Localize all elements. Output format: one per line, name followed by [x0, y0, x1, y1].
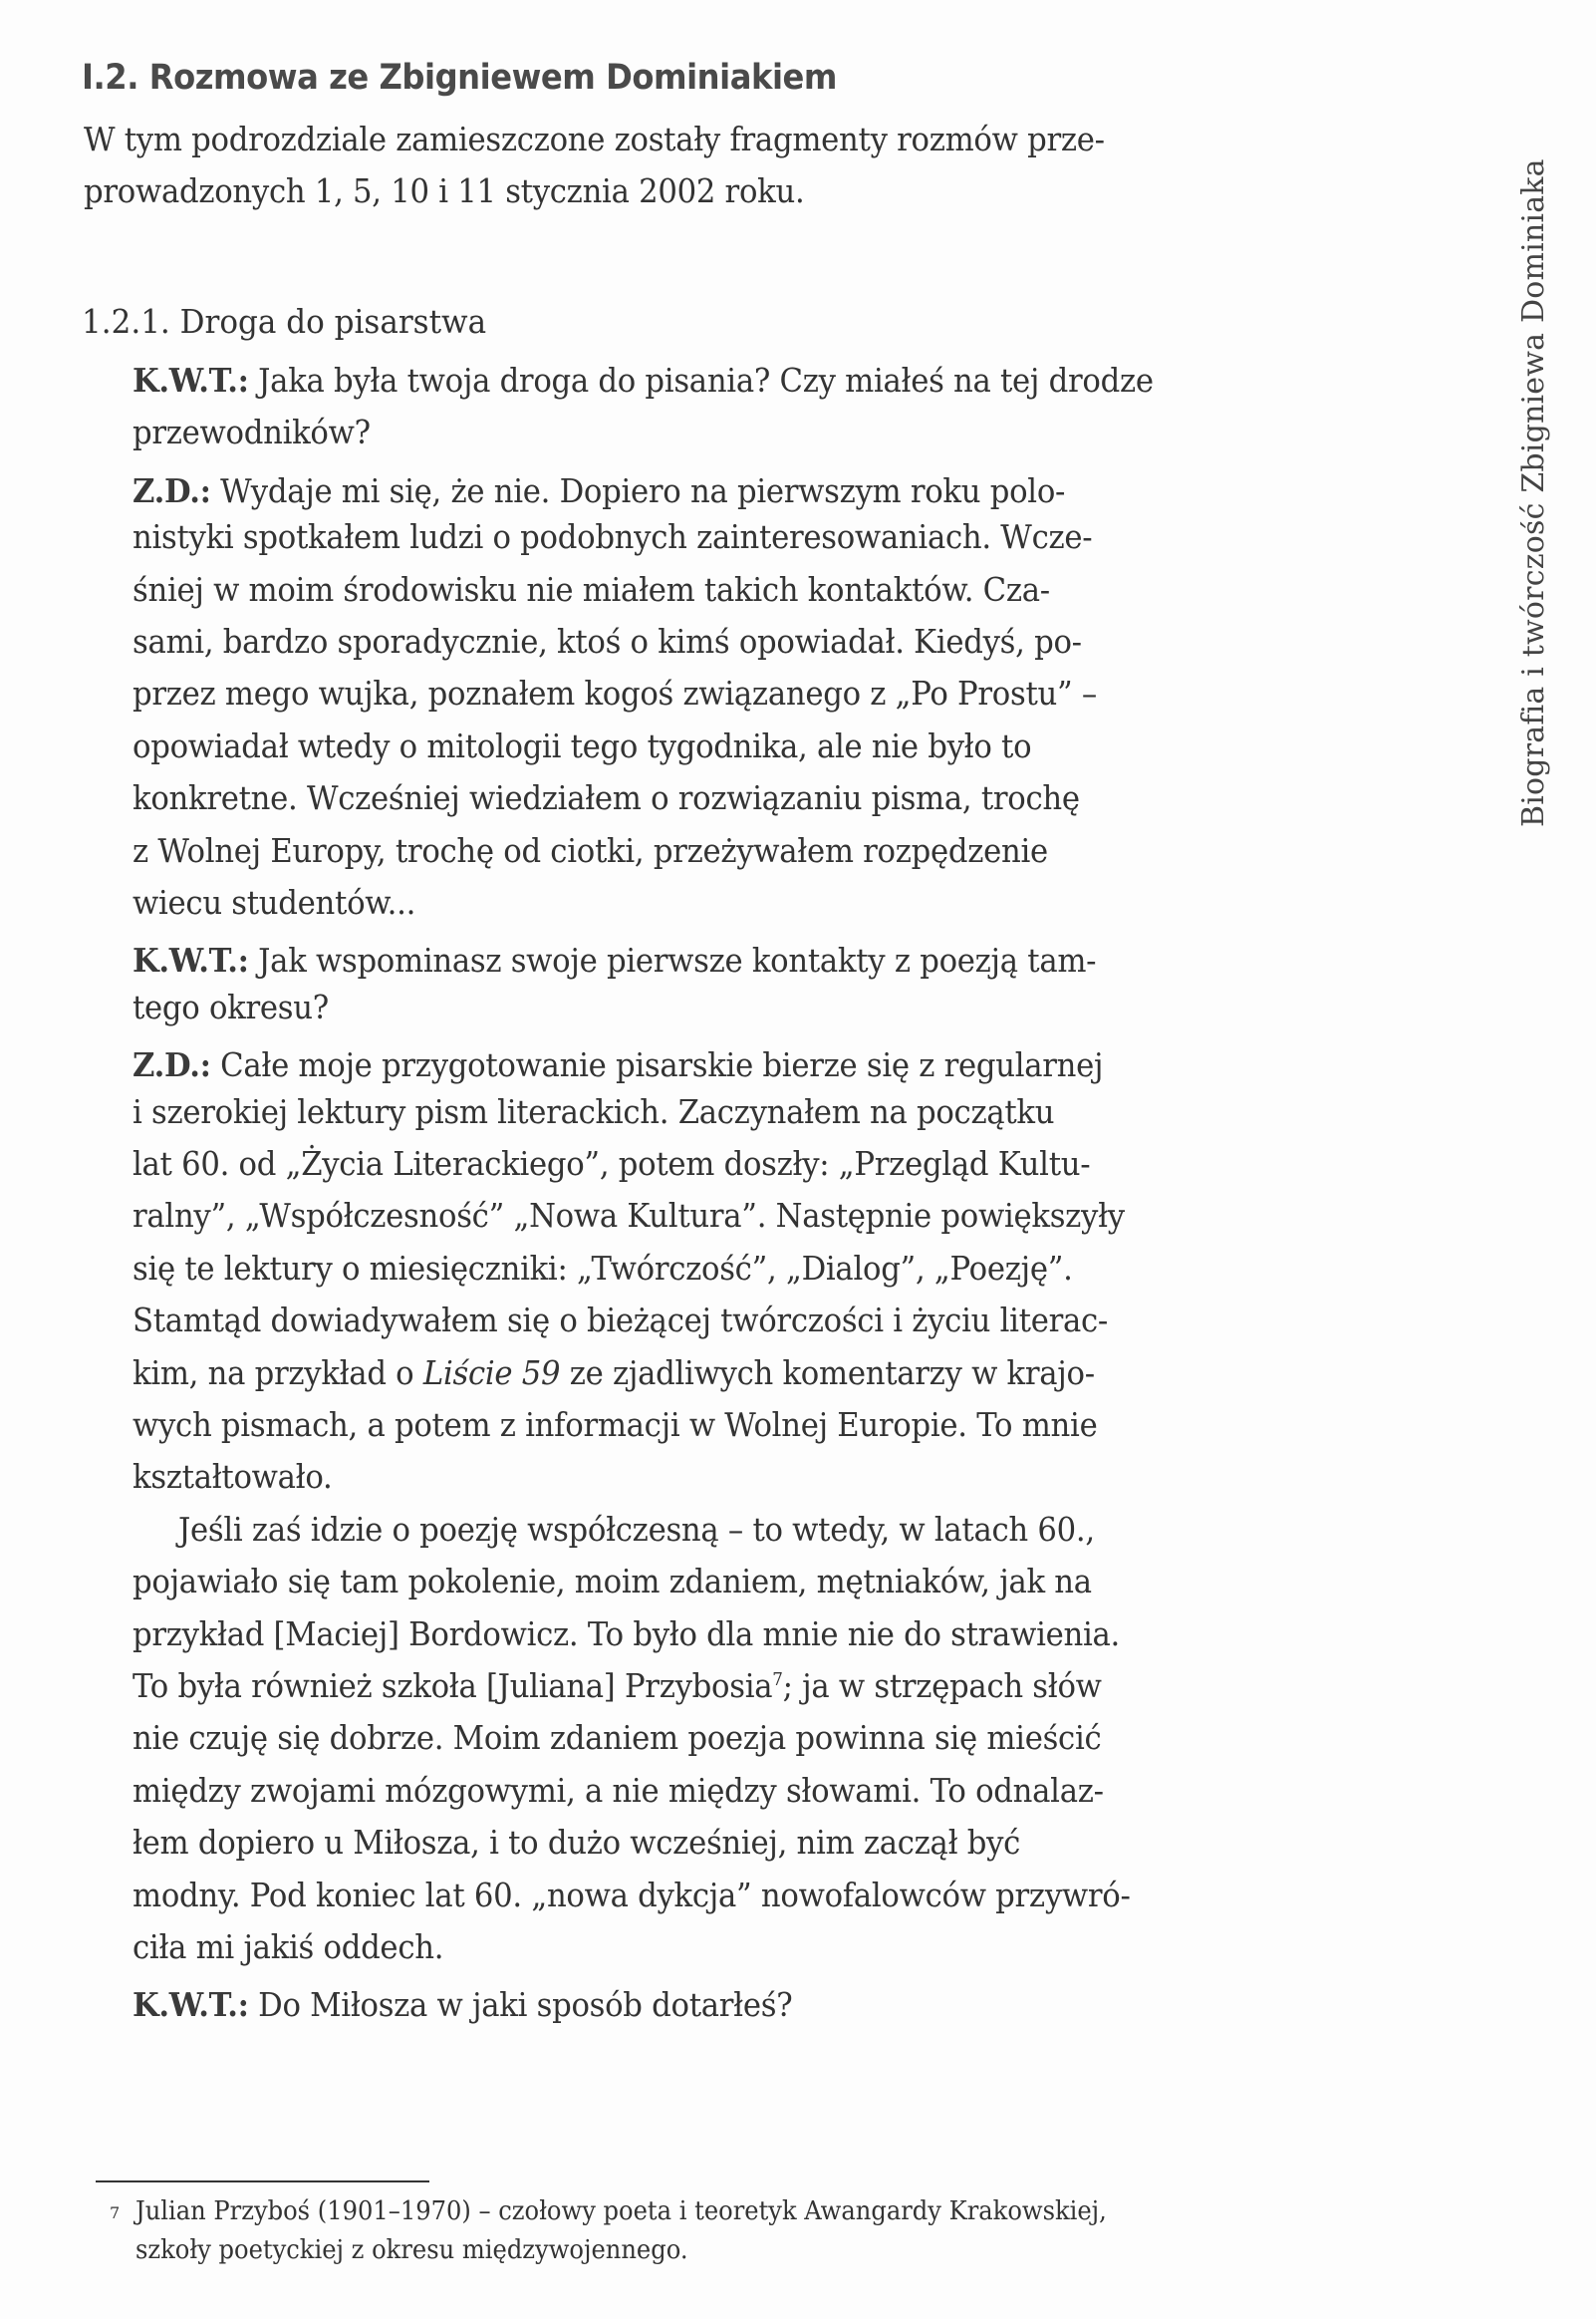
dialogue-line	[133, 1666, 1102, 1705]
dialogue-text: kształtowało.	[133, 1457, 333, 1497]
dialogue-line	[133, 1144, 1090, 1183]
running-head: Biografia i twórczość Zbigniewa Dominiaka	[1516, 158, 1551, 827]
footnote-line: Julian Przyboś (1901–1970) – czołowy poeta i teoretyk Awangardy Krakowskiej,	[135, 2196, 1107, 2226]
dialogue-turn-start	[133, 361, 1154, 400]
dialogue-text: lat 60. od „Życia Literackiego”, potem doszły: „Przegląd Kultu-	[133, 1144, 1091, 1183]
dialogue-line	[133, 1301, 1108, 1339]
speaker-label: K.W.T.:	[133, 1985, 249, 2025]
dialogue-text: i szerokiej lektury pism literackich. Zaczynałem na początku	[133, 1091, 1055, 1131]
dialogue-text: kim, na przykład o	[133, 1352, 423, 1392]
dialogue-turn-start	[133, 941, 1096, 980]
dialogue-line	[178, 1510, 1095, 1549]
speaker-label: K.W.T.:	[133, 941, 249, 981]
dialogue-text: modny. Pod koniec lat 60. „nowa dykcja” nowofalowców przywró-	[133, 1875, 1131, 1914]
dialogue-text: ralny”, „Współczesność” „Nowa Kultura”. Następnie powiększyły	[133, 1196, 1125, 1236]
dialogue-line	[133, 1249, 1073, 1288]
dialogue-text: wiecu studentów...	[133, 883, 416, 922]
section-heading: I.2. Rozmowa ze Zbigniewem Dominiakiem	[82, 58, 837, 98]
dialogue-text: To była również szkoła [Juliana] Przybosia	[133, 1666, 773, 1705]
footnote-rule	[96, 2180, 429, 2182]
intro-line: W tym podrozdziale zamieszczone zostały fragmenty rozmów prze-	[84, 120, 1105, 158]
dialogue-text: Do Miłosza w jaki sposób dotarłeś?	[248, 1985, 793, 2025]
dialogue-line	[133, 1405, 1097, 1444]
dialogue-line	[133, 674, 1097, 713]
dialogue-line	[133, 1092, 1054, 1131]
intro-line: prowadzonych 1, 5, 10 i 11 stycznia 2002 roku.	[84, 171, 805, 210]
dialogue-turn-start	[133, 1045, 1103, 1084]
dialogue-text: między zwojami mózgowymi, a nie między słowami. To odnalaz-	[133, 1770, 1104, 1810]
dialogue-line	[133, 1196, 1125, 1235]
dialogue-line	[133, 988, 329, 1026]
dialogue-line	[133, 570, 1050, 609]
dialogue-text: Jeśli zaś idzie o poezję współczesną – to wtedy, w latach 60.,	[178, 1509, 1095, 1549]
dialogue-line	[133, 831, 1048, 870]
dialogue-line	[133, 1562, 1092, 1600]
dialogue-text: ciła mi jakiś oddech.	[133, 1927, 444, 1966]
dialogue-text: sami, bardzo sporadycznie, ktoś o kimś opowiadał. Kiedyś, po-	[133, 622, 1082, 661]
dialogue-text: ; ja w strzępach słów	[782, 1666, 1102, 1705]
speaker-label: K.W.T.:	[133, 361, 249, 400]
dialogue-text: opowiadał wtedy o mitologii tego tygodnika, ale nie było to	[133, 725, 1032, 765]
dialogue-text: Stamtąd dowiadywałem się o bieżącej twórczości i życiu literac-	[133, 1301, 1109, 1340]
dialogue-text: wych pismach, a potem z informacji w Wolnej Europie. To mnie	[133, 1405, 1098, 1444]
dialogue-line	[133, 1353, 1095, 1392]
dialogue-line	[133, 622, 1082, 661]
dialogue-line	[133, 1876, 1131, 1914]
dialogue-text: z Wolnej Europy, trochę od ciotki, przeżywałem rozpędzenie	[133, 830, 1048, 870]
footnote-line: szkoły poetyckiej z okresu międzywojennego.	[135, 2235, 688, 2265]
dialogue-line	[133, 726, 1031, 765]
dialogue-text: Całe moje przygotowanie pisarskie bierze się z regularnej	[210, 1045, 1104, 1085]
dialogue-line	[133, 1718, 1101, 1757]
dialogue-text: konkretne. Wcześniej wiedziałem o rozwiązaniu pisma, trochę	[133, 778, 1080, 818]
dialogue-text: tego okresu?	[133, 987, 329, 1026]
dialogue-line	[133, 1614, 1120, 1653]
dialogue-line	[133, 1457, 333, 1496]
dialogue-text: się te lektury o miesięczniki: „Twórczość”, „Dialog”, „Poezję”.	[133, 1248, 1073, 1288]
dialogue-line	[133, 883, 415, 922]
dialogue-text: nistyki spotkałem ludzi o podobnych zainteresowaniach. Wcze-	[133, 517, 1093, 557]
dialogue-turn-start	[133, 1985, 792, 2024]
speaker-label: Z.D.:	[133, 470, 211, 510]
dialogue-line	[133, 1823, 1020, 1862]
dialogue-text: Jak wspominasz swoje pierwsze kontakty z poezją tam-	[248, 941, 1097, 981]
dialogue-text: nie czuję się dobrze. Moim zdaniem poezja powinna się mieścić	[133, 1718, 1102, 1758]
dialogue-line	[133, 413, 371, 451]
speaker-label: Z.D.:	[133, 1045, 211, 1085]
dialogue-line	[133, 1927, 443, 1966]
dialogue-text: pojawiało się tam pokolenie, moim zdaniem, mętniaków, jak na	[133, 1562, 1092, 1601]
footnote-number: 7	[110, 2203, 121, 2222]
dialogue-text: przez mego wujka, poznałem kogoś związanego z „Po Prostu” –	[133, 674, 1097, 714]
dialogue-text: łem dopiero u Miłosza, i to dużo wcześniej, nim zaczął być	[133, 1823, 1021, 1863]
dialogue-text: Jaka była twoja droga do pisania? Czy miałeś na tej drodze	[248, 361, 1154, 400]
subsection-heading: 1.2.1. Droga do pisarstwa	[82, 302, 487, 341]
italic-title: Liście 59	[422, 1352, 561, 1392]
dialogue-text: przykład [Maciej] Bordowicz. To było dla mnie nie do strawienia.	[133, 1613, 1121, 1653]
dialogue-text: śniej w moim środowisku nie miałem takich kontaktów. Cza-	[133, 569, 1050, 609]
dialogue-text: ze zjadliwych komentarzy w krajo-	[560, 1352, 1095, 1392]
footnote-reference[interactable]: 7	[772, 1669, 783, 1690]
dialogue-text: przewodników?	[133, 413, 371, 452]
dialogue-line	[133, 517, 1092, 556]
dialogue-line	[133, 778, 1080, 817]
dialogue-line	[133, 1771, 1104, 1810]
dialogue-text: Wydaje mi się, że nie. Dopiero na pierwszym roku polo-	[210, 470, 1066, 510]
dialogue-turn-start	[133, 471, 1065, 510]
